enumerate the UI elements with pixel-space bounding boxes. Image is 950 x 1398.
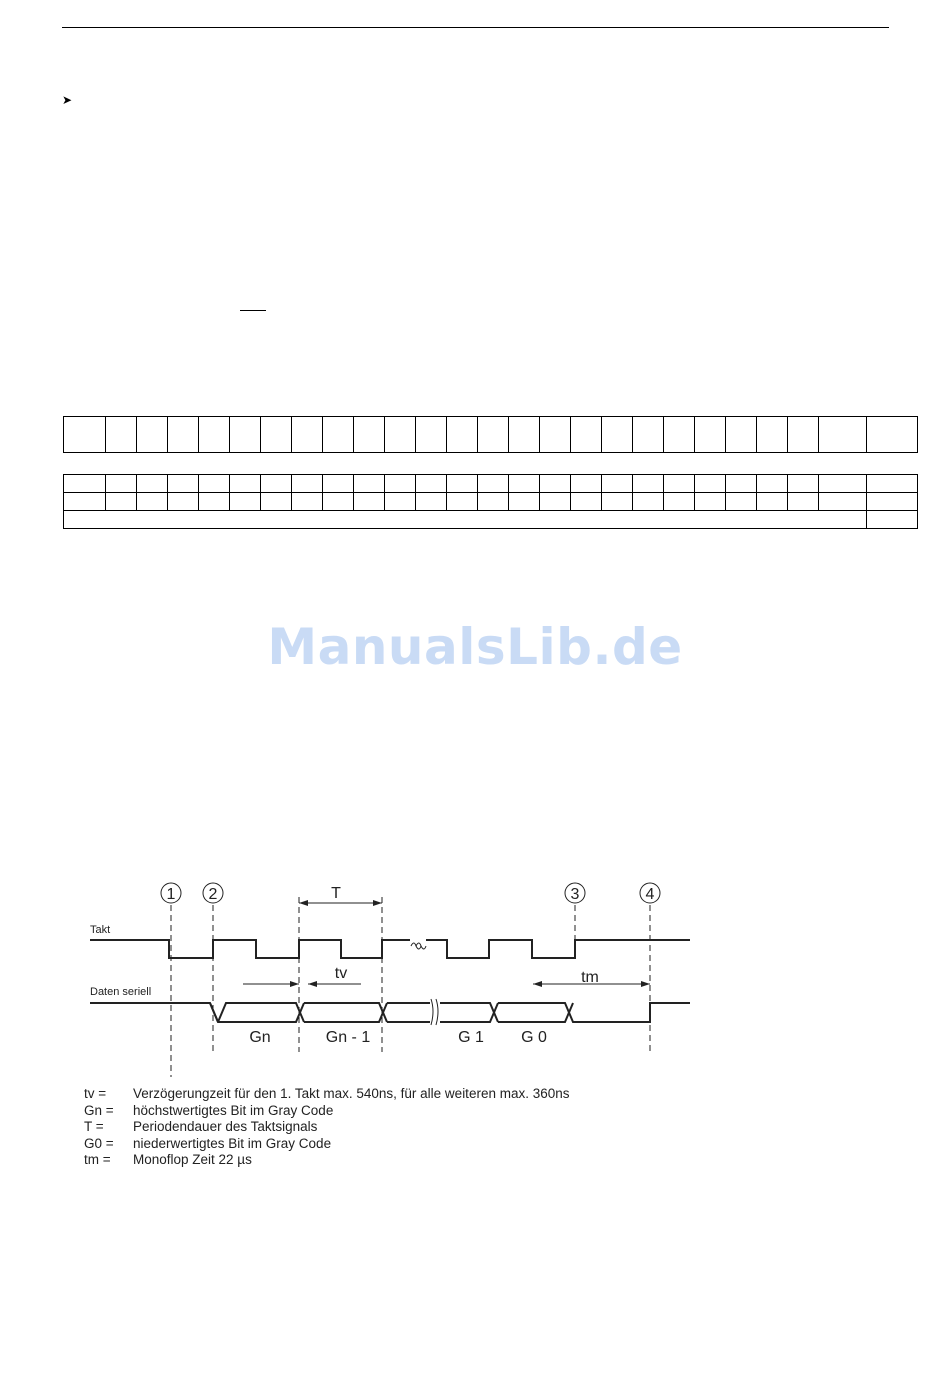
legend-definition: Verzögerungzeit für den 1. Takt max. 540ns, für alle weiteren max. 360ns xyxy=(133,1086,570,1101)
table-cell xyxy=(261,475,292,493)
data-line-start xyxy=(90,1003,218,1022)
table-cell xyxy=(867,511,918,529)
marker-3 xyxy=(565,883,585,903)
table-cell xyxy=(571,417,602,453)
legend-row xyxy=(84,1086,570,1103)
overline-mark xyxy=(240,310,266,311)
table-cell xyxy=(199,475,230,493)
table-cell xyxy=(385,493,416,511)
table-cell xyxy=(757,475,788,493)
legend-term: G0 = xyxy=(84,1135,114,1151)
timing-legend xyxy=(84,1086,570,1169)
table-cell xyxy=(447,417,478,453)
legend-definition: Periodendauer des Taktsignals xyxy=(133,1119,318,1134)
table-cell xyxy=(695,417,726,453)
table-cell xyxy=(819,417,867,453)
table-cell xyxy=(168,493,199,511)
data-bit-g0 xyxy=(498,1003,690,1022)
table-cell xyxy=(757,417,788,453)
data-bit-gn xyxy=(210,1003,304,1022)
legend-term: Gn = xyxy=(84,1102,114,1118)
signal-label-takt: Takt xyxy=(90,924,111,936)
table-cell xyxy=(478,493,509,511)
table-cell xyxy=(571,493,602,511)
table-cell xyxy=(602,493,633,511)
delay-label: tv xyxy=(334,965,348,982)
table-cell xyxy=(292,475,323,493)
table-cell xyxy=(230,493,261,511)
table-cell xyxy=(385,475,416,493)
marker-4-label: 4 xyxy=(645,886,655,903)
data-bit-label-gn: Gn xyxy=(249,1029,271,1046)
table-cell xyxy=(540,493,571,511)
monoflop-arrowhead-right xyxy=(641,981,650,987)
data-break-icon xyxy=(431,999,433,1025)
table-cell xyxy=(416,493,447,511)
table-cell xyxy=(633,493,664,511)
table-cell xyxy=(633,475,664,493)
table-cell xyxy=(867,475,918,493)
table-cell xyxy=(447,493,478,511)
table-cell xyxy=(788,417,819,453)
table-row xyxy=(64,493,918,511)
data-bit-g1 xyxy=(387,999,498,1025)
period-arrowhead-left xyxy=(299,900,308,906)
table-cell xyxy=(509,475,540,493)
signal-label-daten: Daten seriell xyxy=(90,986,152,998)
marker-4 xyxy=(640,883,660,903)
table-cell xyxy=(323,417,354,453)
table-cell xyxy=(106,475,137,493)
table-row xyxy=(64,475,918,493)
data-bit-label-gn-1: Gn - 1 xyxy=(325,1029,371,1046)
marker-2 xyxy=(203,883,223,903)
legend-row xyxy=(84,1152,570,1169)
legend-definition: niederwertigtes Bit im Gray Code xyxy=(133,1135,332,1151)
table-cell xyxy=(416,475,447,493)
legend-definition: Monoflop Zeit 22 µs xyxy=(133,1152,252,1167)
watermark: ManualsLib.de xyxy=(267,618,683,676)
table-cell xyxy=(726,475,757,493)
monoflop-label: tm xyxy=(581,969,599,986)
table-cell xyxy=(292,417,323,453)
legend-term: tv = xyxy=(84,1086,107,1101)
table-cell xyxy=(540,475,571,493)
table-cell xyxy=(261,417,292,453)
table-cell xyxy=(602,475,633,493)
table-cell xyxy=(509,417,540,453)
table-cell xyxy=(106,493,137,511)
table-row xyxy=(64,511,918,529)
marker-1 xyxy=(161,883,181,903)
bit-table-header xyxy=(63,416,918,453)
table-cell xyxy=(664,493,695,511)
period-label: T xyxy=(331,885,341,902)
legend-row xyxy=(84,1119,570,1136)
table-cell xyxy=(168,417,199,453)
table-cell xyxy=(137,417,168,453)
table-cell xyxy=(478,475,509,493)
legend-row xyxy=(84,1103,570,1120)
table-cell xyxy=(292,493,323,511)
table-cell xyxy=(788,493,819,511)
period-arrowhead-right xyxy=(373,900,382,906)
table-cell xyxy=(261,493,292,511)
table-cell xyxy=(819,475,867,493)
table-cell xyxy=(664,417,695,453)
monoflop-arrowhead-left xyxy=(533,981,542,987)
table-cell xyxy=(354,475,385,493)
table-cell xyxy=(571,475,602,493)
table-cell xyxy=(199,417,230,453)
table-cell xyxy=(64,417,106,453)
table-cell xyxy=(106,417,137,453)
data-bit-label-g0: G 0 xyxy=(521,1029,547,1046)
header-rule xyxy=(62,27,889,28)
table-cell xyxy=(230,417,261,453)
table-cell xyxy=(230,475,261,493)
clock-waveform-a xyxy=(90,940,410,958)
marker-2-label: 2 xyxy=(208,886,218,903)
table-cell xyxy=(137,493,168,511)
table-cell xyxy=(137,475,168,493)
delay-arrowhead-right xyxy=(308,981,317,987)
table-cell xyxy=(633,417,664,453)
table-cell xyxy=(416,417,447,453)
table-cell xyxy=(867,417,918,453)
table-cell xyxy=(478,417,509,453)
table-cell xyxy=(64,475,106,493)
data-break-icon-b xyxy=(436,999,438,1025)
data-bit-label-g1: G 1 xyxy=(458,1029,484,1046)
data-bit-gn-1 xyxy=(304,1003,387,1022)
table-cell xyxy=(602,417,633,453)
table-cell xyxy=(509,493,540,511)
legend-term: tm = xyxy=(84,1152,111,1167)
legend-definition: höchstwertigtes Bit im Gray Code xyxy=(133,1102,334,1118)
table-cell xyxy=(867,493,918,511)
bit-table xyxy=(63,474,918,529)
marker-1-label: 1 xyxy=(166,886,176,903)
table-cell xyxy=(64,511,867,529)
table-cell xyxy=(664,475,695,493)
table-cell xyxy=(819,493,867,511)
table-cell xyxy=(726,417,757,453)
marker-3-label: 3 xyxy=(570,886,580,903)
table-cell xyxy=(354,417,385,453)
table-cell xyxy=(726,493,757,511)
table-cell xyxy=(64,493,106,511)
table-cell xyxy=(323,475,354,493)
legend-term: T = xyxy=(84,1119,104,1134)
table-cell xyxy=(757,493,788,511)
legend-row xyxy=(84,1136,570,1153)
table-cell xyxy=(168,475,199,493)
table-cell xyxy=(354,493,385,511)
delay-arrowhead-left xyxy=(290,981,299,987)
table-cell xyxy=(323,493,354,511)
table-cell xyxy=(788,475,819,493)
table-cell xyxy=(695,493,726,511)
table-cell xyxy=(447,475,478,493)
table-cell xyxy=(199,493,230,511)
table-cell xyxy=(540,417,571,453)
table-cell xyxy=(385,417,416,453)
table-cell xyxy=(695,475,726,493)
bullet-arrow-icon: ➤ xyxy=(62,93,73,107)
